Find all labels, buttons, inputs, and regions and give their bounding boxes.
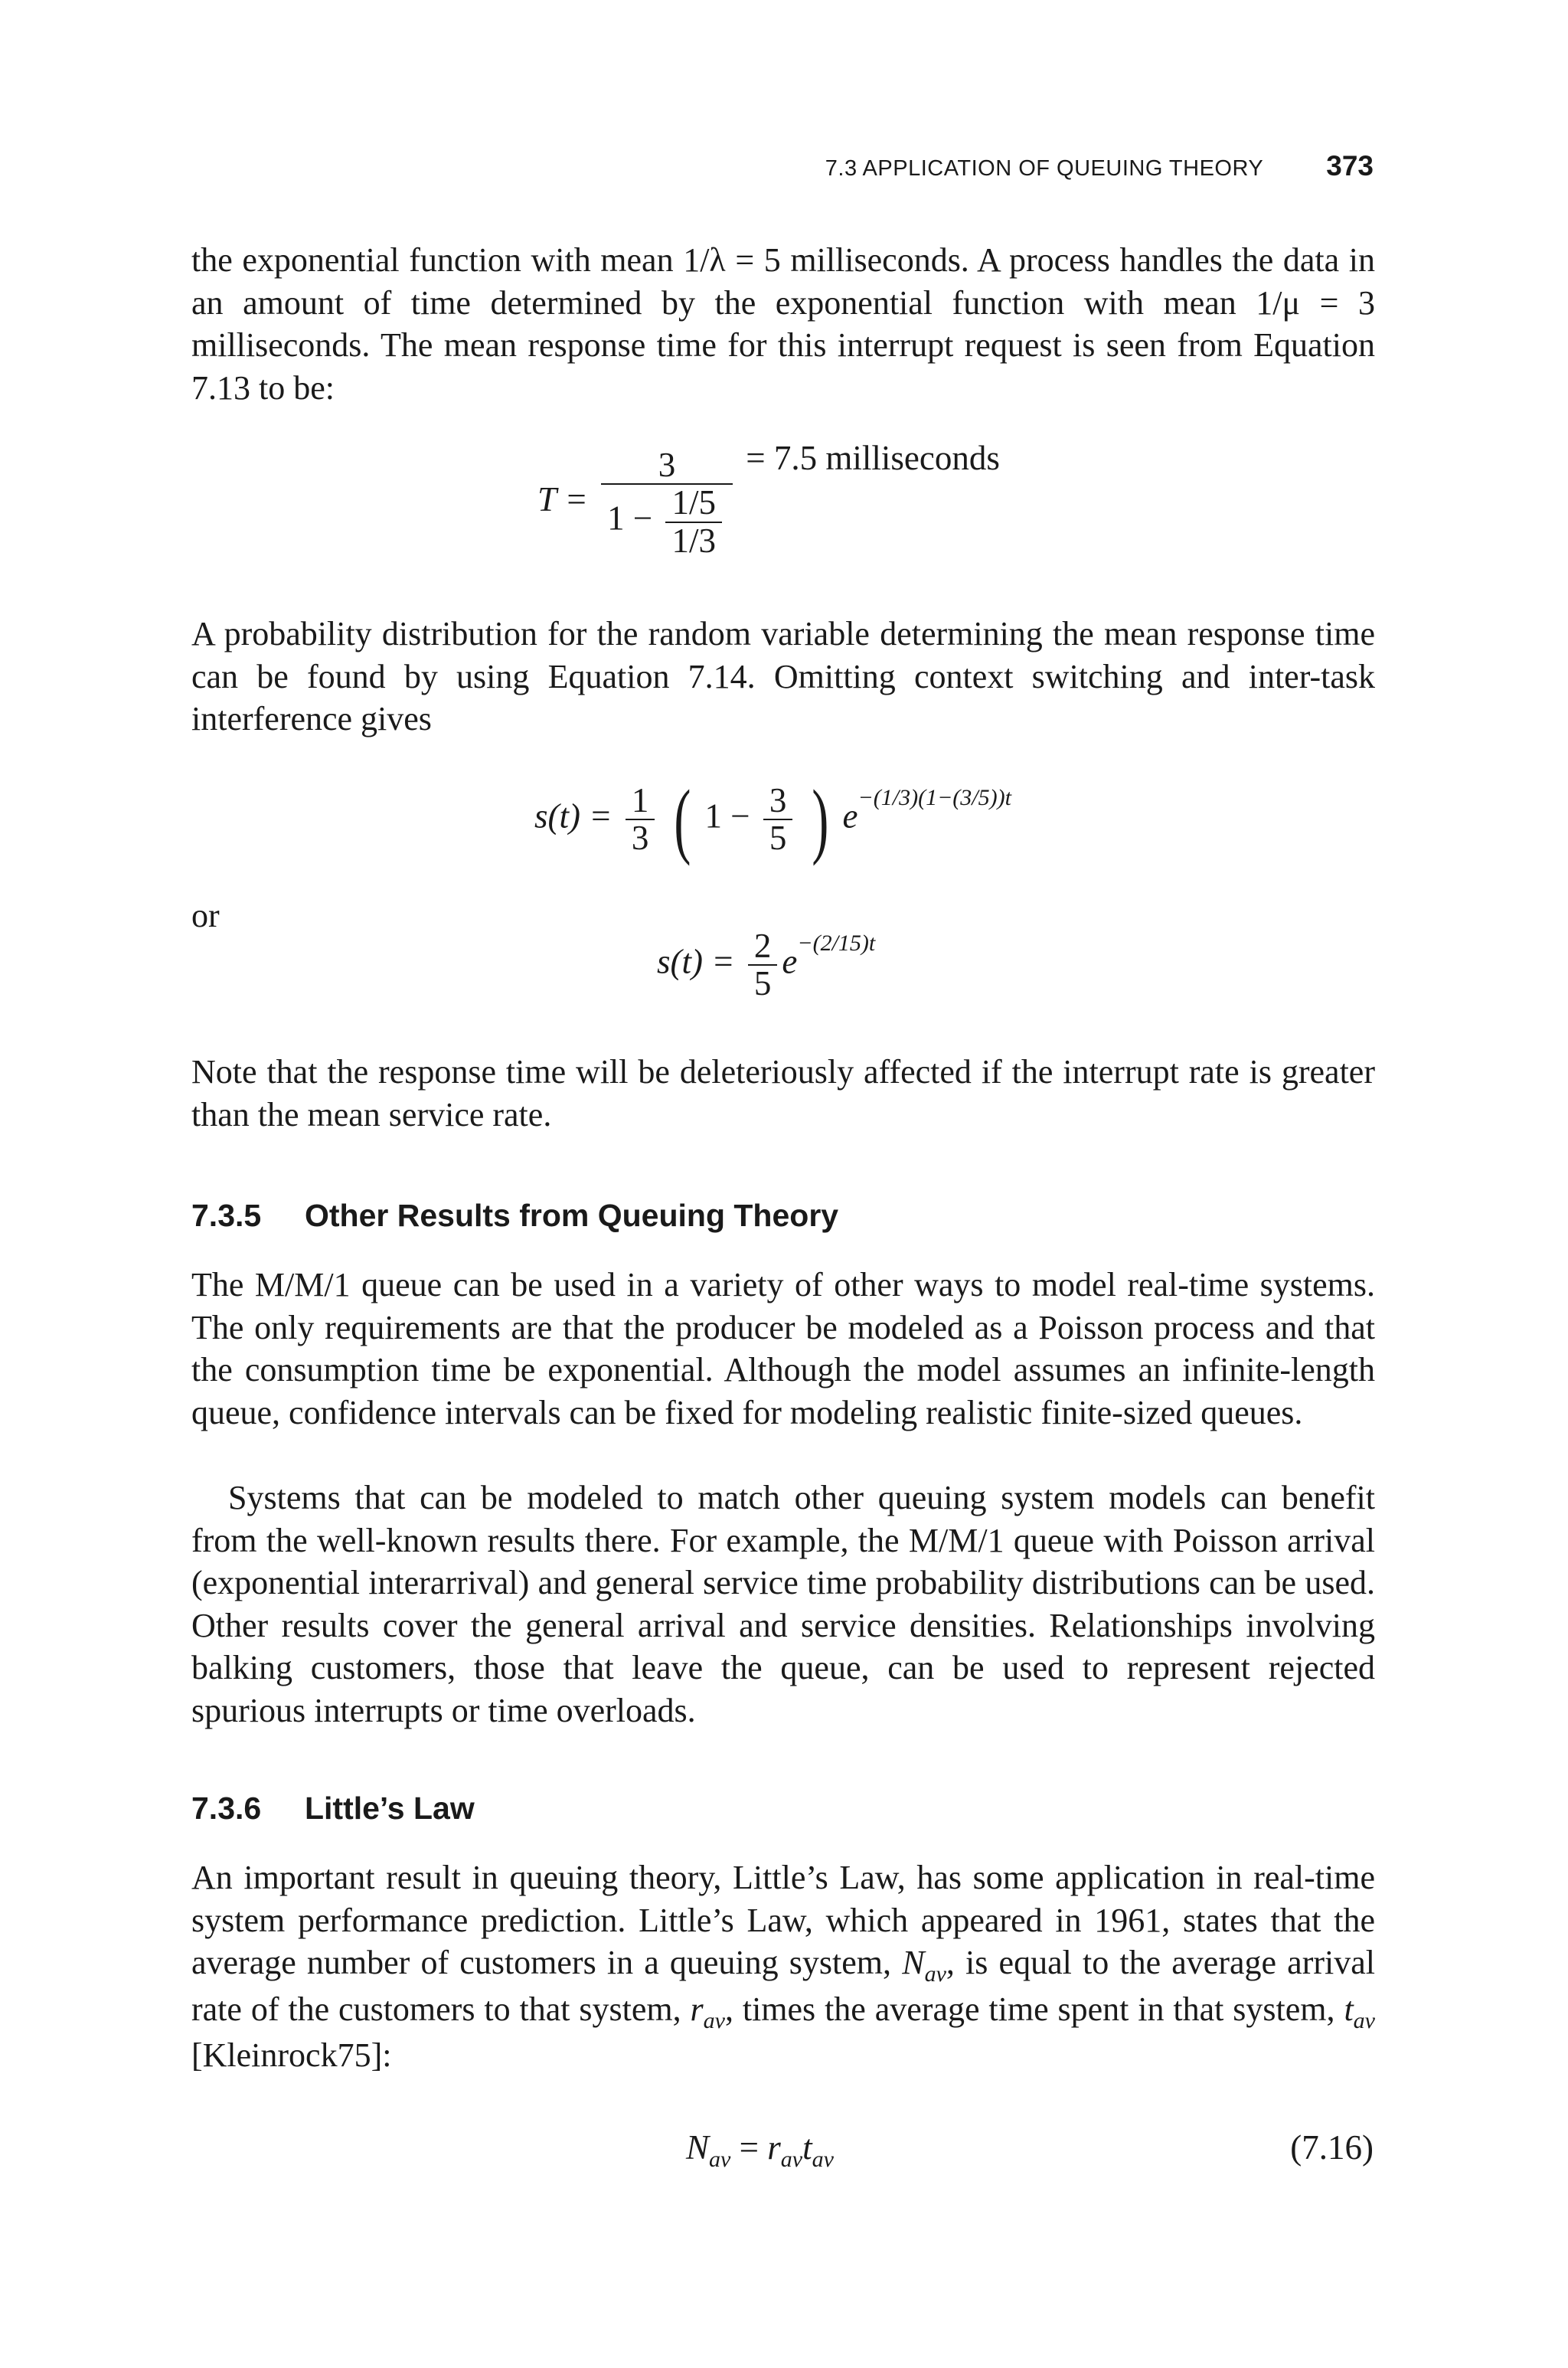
eq-little-r: r [767, 2128, 781, 2167]
eq-s2-lhs: s(t) = [657, 942, 735, 981]
paragraph-mm1-queue: The M/M/1 queue can be used in a variety of other ways to model real-time systems. The only requirements are that the producer be modeled as a Poisson process and that the consumption time be exponential. Although the model assumes an infinite-length queue, confidence intervals can be fixed for modeling realistic finite-sized queues. [191, 1266, 1375, 1431]
eq-little-r-sub: av [780, 2147, 803, 2172]
eq-s2-exponent: −(2/15)t [797, 930, 876, 956]
paragraph-littles-law [191, 1856, 1375, 2077]
inline-t: t [1344, 1990, 1354, 2028]
eq-s1-g-num: 3 [769, 781, 787, 819]
eq-s1-lhs: s(t) = [534, 796, 612, 836]
eq-T-inner-den: 1/3 [665, 522, 722, 559]
eq-s2-base: e [782, 942, 798, 981]
inline-r-sub: av [703, 2007, 725, 2033]
eq-T-rhs: = 7.5 milliseconds [746, 439, 1000, 478]
section-title: Little’s Law [305, 1791, 475, 1826]
or-label: or [191, 897, 220, 934]
section-number: 7.3.6 [191, 1791, 262, 1826]
equation-s-t-simplified [657, 928, 875, 1002]
section-number: 7.3.5 [191, 1198, 262, 1233]
eq-s2-f-num: 2 [753, 927, 772, 965]
p6-part-c: , times the average time spent in that system, [724, 1990, 1344, 2028]
p6-part-b: , is equal to the average arrival rate of the customers to that system, [191, 1944, 1375, 2028]
paragraph-other-models: Systems that can be modeled to match other queuing system models can benefit from the well-known results there. For example, the M/M/1 queue with Poisson arrival (exponential interarrival) and general service time probability distributions can be used. Other results cover the general arrival and service densities. Relationships involving balking customers, those that leave the queue, can be used to represent rejected spurious interrupts or time overloads. [191, 1479, 1375, 1729]
equation-s-t-expanded [534, 773, 1011, 867]
section-title: Other Results from Queuing Theory [305, 1198, 839, 1233]
eq-T-numerator: 3 [658, 446, 676, 484]
p6-part-d: [Kleinrock75]: [191, 2036, 392, 2074]
eq-T-inner-fraction [665, 485, 722, 559]
running-title: 7.3 APPLICATION OF QUEUING THEORY [825, 156, 1264, 181]
eq-s1-g-den: 5 [763, 819, 793, 856]
running-header [825, 150, 1374, 182]
eq-s1-exponent: −(1/3)(1−(3/5))t [858, 784, 1011, 810]
paragraph-intro: the exponential function with mean 1/λ = 5 milliseconds. A process handles the data in an amount of time determined by the exponential function with mean 1/μ = 3 milliseconds. The mean response time for this interrupt request is seen from Equation 7.13 to be: [191, 241, 1375, 407]
eq-s1-fraction-one-third [626, 783, 655, 857]
paragraph-note: Note that the response time will be deleteriously affected if the interrupt rate is greater than the mean service rate. [191, 1053, 1375, 1133]
eq-T-lhs: T = [537, 480, 588, 519]
eq-s1-base: e [842, 796, 858, 836]
section-heading-7-3-5 [191, 1198, 838, 1234]
eq-s2-f-den: 5 [748, 964, 778, 1002]
inline-r: r [690, 1990, 704, 2028]
eq-s1-fraction-three-fifths [763, 783, 793, 857]
inline-N-sub: av [924, 1961, 946, 1987]
page-number: 373 [1326, 150, 1374, 182]
inline-t-sub: av [1353, 2007, 1375, 2033]
paragraph-probability: A probability distribution for the random variable determining the mean response time can be found by using Equation 7.14. Omitting context switching and inter-task interference gives [191, 615, 1375, 738]
equation-littles-law [686, 2128, 834, 2172]
eq-T-inner-num: 1/5 [671, 483, 716, 522]
eq-T-den-prefix: 1 − [607, 499, 653, 538]
eq-little-N: N [686, 2128, 710, 2167]
equation-number: (7.16) [1290, 2128, 1374, 2167]
inline-N: N [902, 1944, 925, 1981]
p6-part-a: An important result in queuing theory, Little’s Law, has some application in real-time system performance prediction. Little’s Law, which appeared in 1961, states that the average number of customers in a queuing system, [191, 1859, 1375, 1981]
section-heading-7-3-6 [191, 1791, 475, 1827]
eq-little-equals: = [739, 2128, 759, 2167]
eq-s1-f-num: 1 [631, 781, 649, 819]
eq-s1-right-paren: ) [811, 773, 828, 867]
eq-little-N-sub: av [709, 2147, 731, 2172]
eq-s2-fraction [748, 928, 778, 1002]
eq-s1-left-paren: ( [673, 773, 691, 867]
eq-T-fraction [601, 447, 733, 559]
eq-T-denominator [601, 483, 733, 559]
eq-s1-inner-one: 1 − [704, 796, 750, 836]
equation-mean-response-time [537, 439, 1000, 560]
eq-little-t: t [802, 2128, 812, 2167]
eq-little-t-sub: av [812, 2147, 834, 2172]
eq-s1-f-den: 3 [626, 819, 655, 856]
